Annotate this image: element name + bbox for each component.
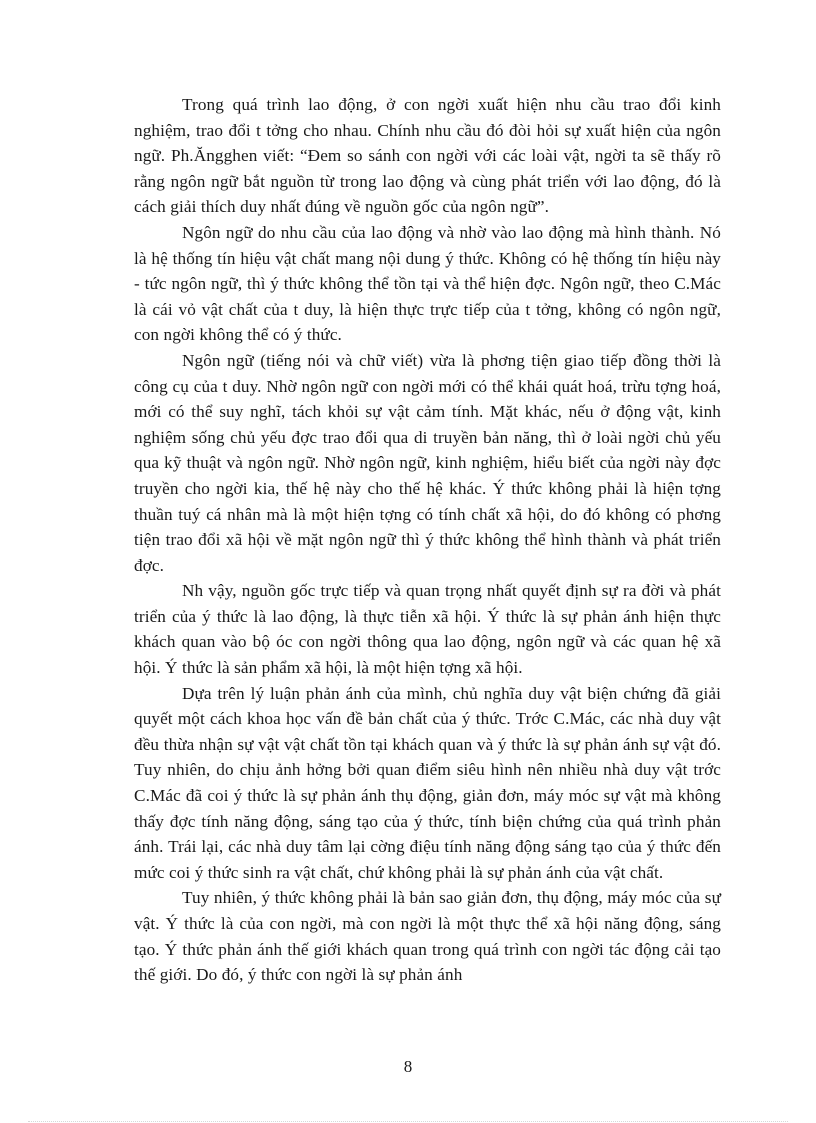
paragraph-labor-and-society: Nh vậy, nguồn gốc trực tiếp và quan trọng nhất quyết định sự ra đời và phát triển của ý thức là lao động, là thực tiễn xã hội. Ý thức là sự phản ánh hiện thực khách quan vào bộ óc con ngời thông qua lao động, ngôn ngữ và các quan hệ xã hội. Ý thức là sản phẩm xã hội, là một hiện tợng xã hội. bbox=[134, 581, 721, 678]
paragraph-language-as-tool-of-thought: Ngôn ngữ (tiếng nói và chữ viết) vừa là phơng tiện giao tiếp đồng thời là công cụ của t duy. Nhờ ngôn ngữ con ngời mới có thể khái quát hoá, trừu tợng hoá, mới có thể suy nghĩ, tách khỏi sự vật cảm tính. Mặt khác, nếu ở động vật, kinh nghiệm sống chủ yếu đợc trao đổi qua di truyền bản năng, thì ở loài ngời chủ yếu qua kỹ thuật và ngôn ngữ. Nhờ ngôn ngữ, kinh nghiệm, hiểu biết của ngời này đợc truyền cho ngời kia, thế hệ này cho thế hệ khác. Ý thức không phải là hiện tợng thuần tuý cá nhân mà là một hiện tợng có tính chất xã hội, do đó không có phơng tiện trao đổi xã hội về mặt ngôn ngữ thì ý thức không thể hình thành và phát triển đợc. bbox=[134, 350, 721, 575]
paragraph-nature-of-consciousness: Dựa trên lý luận phản ánh của mình, chủ nghĩa duy vật biện chứng đã giải quyết một cách khoa học vấn đề bản chất của ý thức. Trớc C.Mác, các nhà duy vật đều thừa nhận sự vật vật chất tồn tại khách quan và ý thức là sự phản ánh sự vật đó. Tuy nhiên, do chịu ảnh hởng bởi quan điểm siêu hình nên nhiều nhà duy vật trớc C.Mác đã coi ý thức là sự phản ánh thụ động, giản đơn, máy móc sự vật mà không thấy đợc tính năng động, sáng tạo của ý thức, tính biện chứng của quá trình phản ánh. Trái lại, các nhà duy tâm lại cờng điệu tính năng động sáng tạo của ý thức đến mức coi ý thức sinh ra vật chất, chứ không phải là sự phản ánh của vật chất. bbox=[134, 683, 721, 882]
page-number: 8 bbox=[403, 1057, 413, 1076]
paragraph-language-as-signal-system: Ngôn ngữ do nhu cầu của lao động và nhờ vào lao động mà hình thành. Nó là hệ thống tín hiệu vật chất mang nội dung ý thức. Không có hệ thống tín hiệu này - tức ngôn ngữ, thì ý thức không thể tồn tại và thể hiện đợc. Ngôn ngữ, theo C.Mác là cái vỏ vật chất của t duy, là hiện thực trực tiếp của t tởng, không có ngôn ngữ, con ngời không thể có ý thức. bbox=[134, 222, 721, 345]
paragraph-consciousness-creative: Tuy nhiên, ý thức không phải là bản sao giản đơn, thụ động, máy móc của sự vật. Ý thức là của con ngời, mà con ngời là một thực thể xã hội năng động, sáng tạo. Ý thức phản ánh thế giới khách quan trong quá trình con ngời tác động cải tạo thế giới. Do đó, ý thức con ngời là sự phản ánh bbox=[134, 888, 721, 985]
footer-divider bbox=[28, 1121, 788, 1122]
document-body bbox=[134, 92, 721, 988]
paragraph-origin-of-language: Trong quá trình lao động, ở con ngời xuất hiện nhu cầu trao đổi kinh nghiệm, trao đổi t tởng cho nhau. Chính nhu cầu đó đòi hỏi sự xuất hiện của ngôn ngữ. Ph.Ăngghen viết: “Đem so sánh con ngời với các loài vật, ngời ta sẽ thấy rõ rằng ngôn ngữ bắt nguồn từ trong lao động và cùng phát triển với lao động, đó là cách giải thích duy nhất đúng về nguồn gốc của ngôn ngữ”. bbox=[134, 95, 721, 217]
